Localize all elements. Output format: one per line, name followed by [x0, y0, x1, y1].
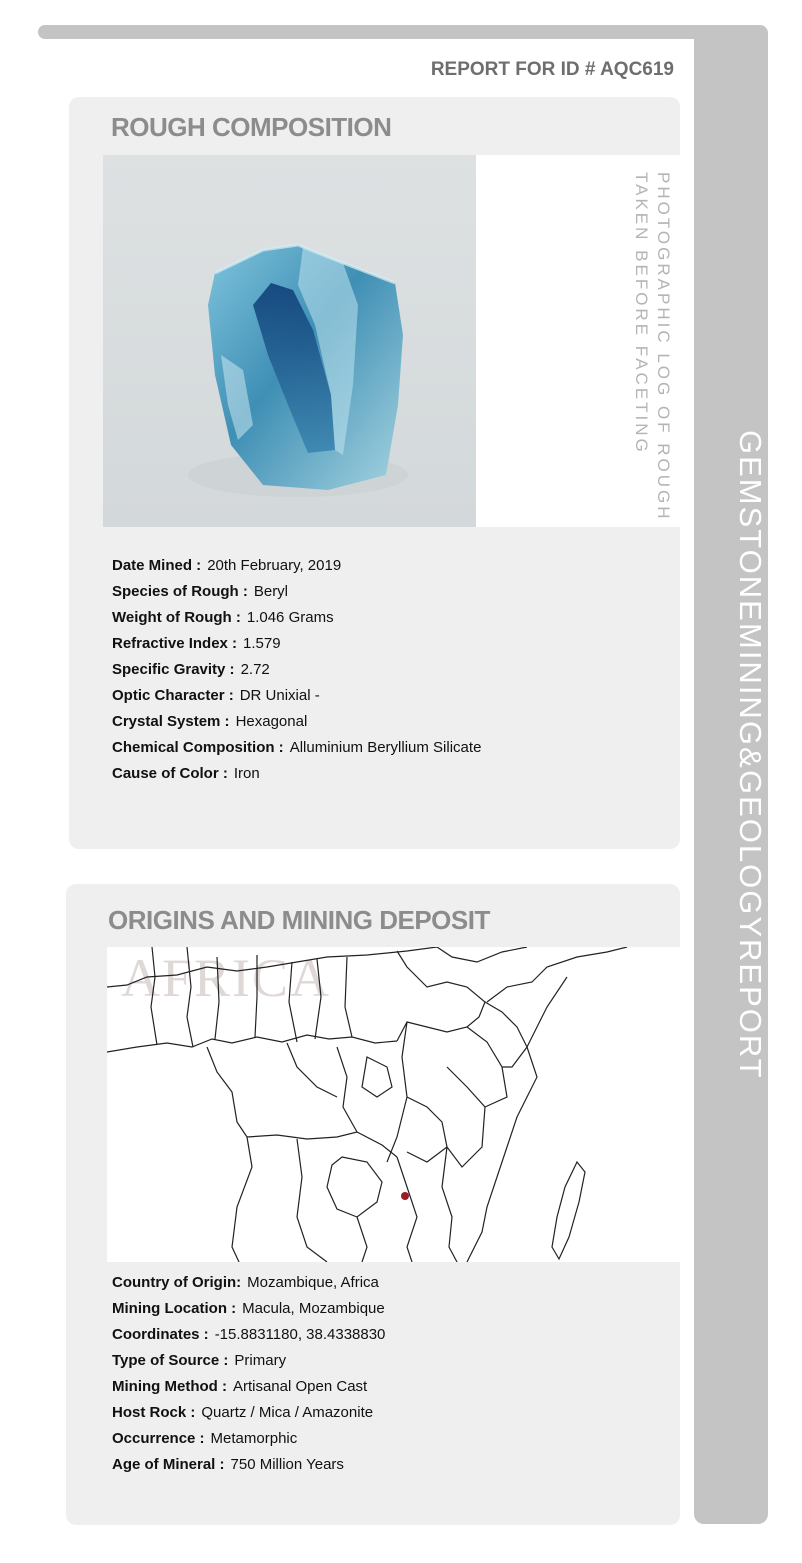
detail-value: 750 Million Years: [230, 1456, 344, 1473]
photo-caption: [630, 172, 674, 522]
detail-label: Refractive Index :: [112, 635, 238, 652]
detail-row-host-rock: [112, 1400, 385, 1426]
rough-composition-heading: ROUGH COMPOSITION: [111, 112, 392, 142]
detail-value: Alluminium Beryllium Silicate: [289, 739, 482, 756]
detail-row-age-of-mineral: [112, 1452, 385, 1478]
detail-row-refractive-index: [112, 631, 481, 657]
detail-value: Iron: [233, 765, 260, 782]
detail-row-country-of-origin: [112, 1270, 385, 1296]
detail-value: Artisanal Open Cast: [232, 1378, 368, 1395]
detail-label: Mining Location :: [112, 1300, 237, 1317]
detail-value: DR Unixial -: [239, 687, 320, 704]
detail-row-optic-character: [112, 683, 481, 709]
origins-details-list: [112, 1270, 385, 1478]
africa-map: [107, 947, 680, 1262]
map-watermark-label: AFRICA: [121, 948, 332, 1008]
detail-label: Weight of Rough :: [112, 609, 241, 626]
report-side-title: [694, 410, 768, 1100]
detail-value: 1.046 Grams: [246, 609, 334, 626]
detail-label: Occurrence :: [112, 1430, 205, 1447]
detail-label: Specific Gravity :: [112, 661, 235, 678]
detail-label: Crystal System :: [112, 713, 230, 730]
detail-label: Cause of Color :: [112, 765, 228, 782]
side-title-word-2: MINING: [733, 623, 768, 748]
detail-value: Quartz / Mica / Amazonite: [201, 1404, 374, 1421]
origins-heading: ORIGINS AND MINING DEPOSIT: [108, 905, 490, 935]
detail-value: -15.8831180, 38.4338830: [214, 1326, 386, 1343]
africa-map-outline: [107, 947, 680, 1262]
report-id: REPORT FOR ID # AQC619: [430, 59, 674, 80]
detail-row-occurrence: [112, 1426, 385, 1452]
detail-value: Hexagonal: [235, 713, 308, 730]
gem-crystal-image: [103, 155, 476, 527]
detail-row-mining-location: [112, 1296, 385, 1322]
detail-row-cause-of-color: [112, 761, 481, 787]
detail-value: 20th February, 2019: [207, 557, 342, 574]
detail-label: Mining Method :: [112, 1378, 227, 1395]
side-title-word-1: GEMSTONE: [733, 430, 768, 624]
detail-value: Primary: [234, 1352, 287, 1369]
top-frame-bar: [38, 25, 728, 39]
side-title-word-3: &: [733, 747, 768, 770]
detail-label: Host Rock :: [112, 1404, 196, 1421]
rough-details-list: [112, 553, 481, 787]
rough-gem-photo: [103, 155, 476, 527]
detail-label: Country of Origin:: [112, 1274, 242, 1291]
detail-label: Species of Rough :: [112, 583, 248, 600]
detail-label: Type of Source :: [112, 1352, 229, 1369]
detail-row-species: [112, 579, 481, 605]
detail-row-weight: [112, 605, 481, 631]
detail-row-specific-gravity: [112, 657, 481, 683]
detail-label: Age of Mineral :: [112, 1456, 225, 1473]
detail-value: Macula, Mozambique: [242, 1300, 385, 1317]
detail-row-type-of-source: [112, 1348, 385, 1374]
detail-row-crystal-system: [112, 709, 481, 735]
detail-row-chemical-composition: [112, 735, 481, 761]
side-title-word-4: GEOLOGY: [733, 769, 768, 939]
side-title-word-5: REPORT: [733, 938, 768, 1080]
deposit-location-marker: [401, 1192, 409, 1200]
detail-label: Date Mined :: [112, 557, 202, 574]
detail-row-date-mined: [112, 553, 481, 579]
photo-caption-line-1: PHOTOGRAPHIC LOG OF ROUGH: [654, 172, 673, 522]
detail-value: 2.72: [240, 661, 270, 678]
detail-label: Optic Character :: [112, 687, 234, 704]
detail-label: Coordinates :: [112, 1326, 209, 1343]
detail-value: 1.579: [243, 635, 281, 652]
detail-row-mining-method: [112, 1374, 385, 1400]
detail-label: Chemical Composition :: [112, 739, 284, 756]
detail-value: Beryl: [253, 583, 289, 600]
detail-value: Metamorphic: [210, 1430, 298, 1447]
detail-row-coordinates: [112, 1322, 385, 1348]
photo-caption-line-2: TAKEN BEFORE FACETING: [632, 172, 651, 455]
detail-value: Mozambique, Africa: [247, 1274, 379, 1291]
